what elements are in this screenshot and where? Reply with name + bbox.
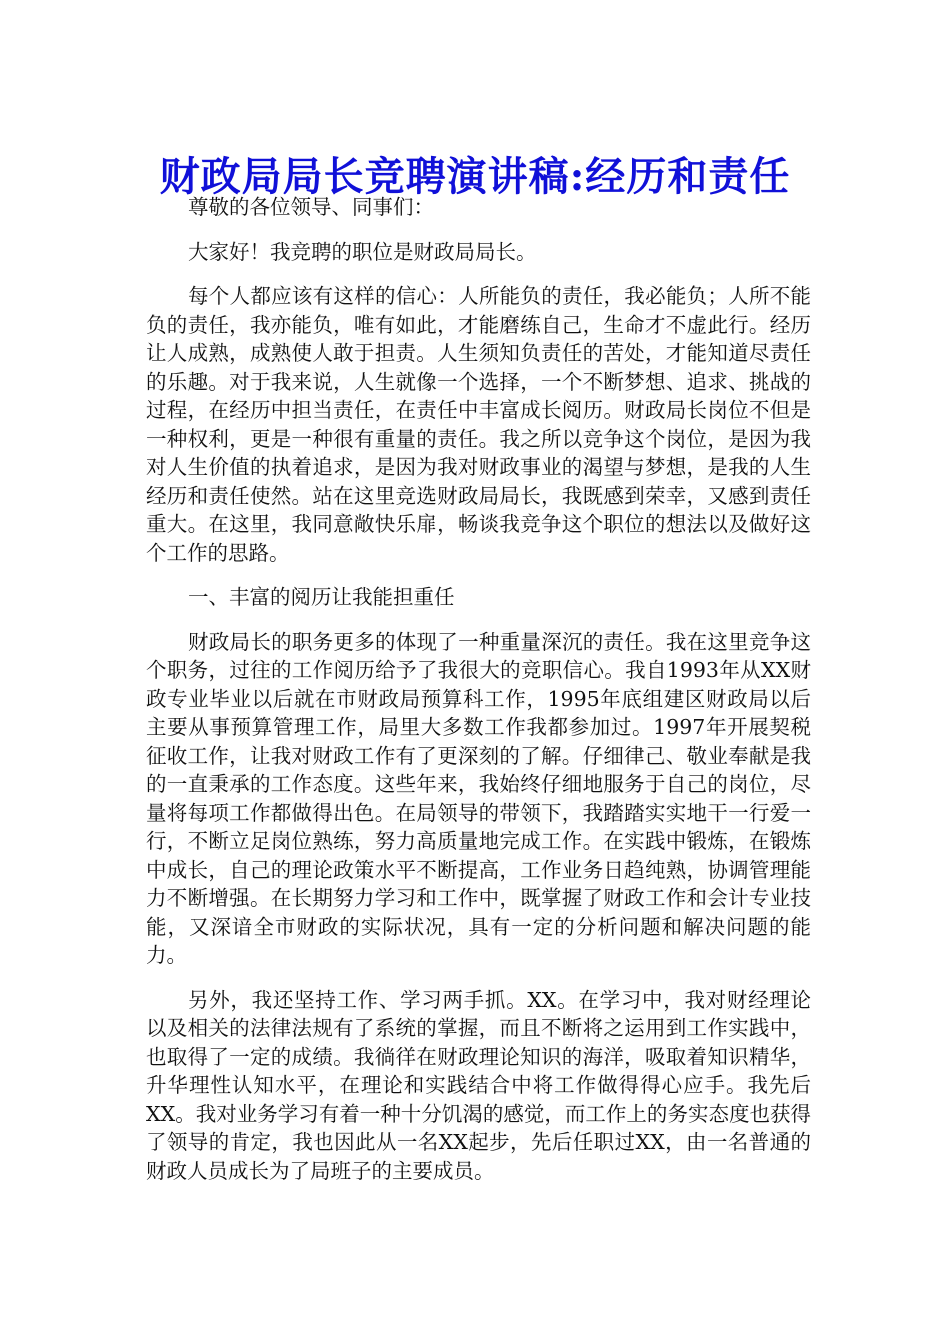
document-body	[146, 193, 811, 1201]
greeting: 大家好！我竞聘的职位是财政局局长。	[188, 239, 537, 264]
paragraph-experience: 财政局长的职务更多的体现了一种重量深沉的责任。我在这里竞争这个职务，过往的工作阅历给予了我很大的竞职信心。我自1993年从XX财政专业毕业以后就在市财政局预算科工作，1995年底组建区财政局以后主要从事预算管理工作，局里大多数工作我都参加过。1997年开展契税征收工作，让我对财政工作有了更深刻的了解。仔细律己、敬业奉献是我的一直秉承的工作态度。这些年来，我始终仔细地服务于自己的岗位，尽量将每项工作都做得出色。在局领导的带领下，我踏踏实实地干一行爱一行，不断立足岗位熟练，努力高质量地完成工作。在实践中锻炼，在锻炼中成长，自己的理论政策水平不断提高，工作业务日趋纯熟，协调管理能力不断增强。在长期努力学习和工作中，既掌握了财政工作和会计专业技能，又深谙全市财政的实际状况，具有一定的分析问题和解决问题的能力。	[146, 629, 811, 967]
section-heading-1: 一、丰富的阅历让我能担重任	[188, 585, 455, 609]
salutation: 尊敬的各位领导、同事们：	[188, 195, 434, 219]
document-title: 财政局局长竞聘演讲稿:经历和责任	[159, 152, 791, 200]
paragraph-intro: 每个人都应该有这样的信心：人所能负的责任，我必能负；人所不能负的责任，我亦能负，唯有如此，才能磨练自己，生命才不虚此行。经历让人成熟，成熟使人敢于担责。人生须知负责任的苦处，才能知道尽责任的乐趣。对于我来说，人生就像一个选择，一个不断梦想、追求、挑战的过程，在经历中担当责任，在责任中丰富成长阅历。财政局长岗位不但是一种权利，更是一种很有重量的责任。我之所以竞争这个岗位，是因为我对人生价值的执着追求，是因为我对财政事业的渴望与梦想，是我的人生经历和责任使然。站在这里竞选财政局局长，我既感到荣幸，又感到责任重大。在这里，我同意敞快乐扉，畅谈我竞争这个职位的想法以及做好这个工作的思路。	[146, 284, 811, 565]
paragraph-study: 另外，我还坚持工作、学习两手抓。XX。在学习中，我对财经理论以及相关的法律法规有了系统的掌握，而且不断将之运用到工作实践中，也取得了一定的成绩。我徜徉在财政理论知识的海洋，吸取着知识精华，升华理性认知水平，在理论和实践结合中将工作做得得心应手。我先后XX。我对业务学习有着一种十分饥渴的感觉，而工作上的务实态度也获得了领导的肯定，我也因此从一名XX起步，先后任职过XX，由一名普通的财政人员成长为了局班子的主要成员。	[146, 987, 811, 1183]
